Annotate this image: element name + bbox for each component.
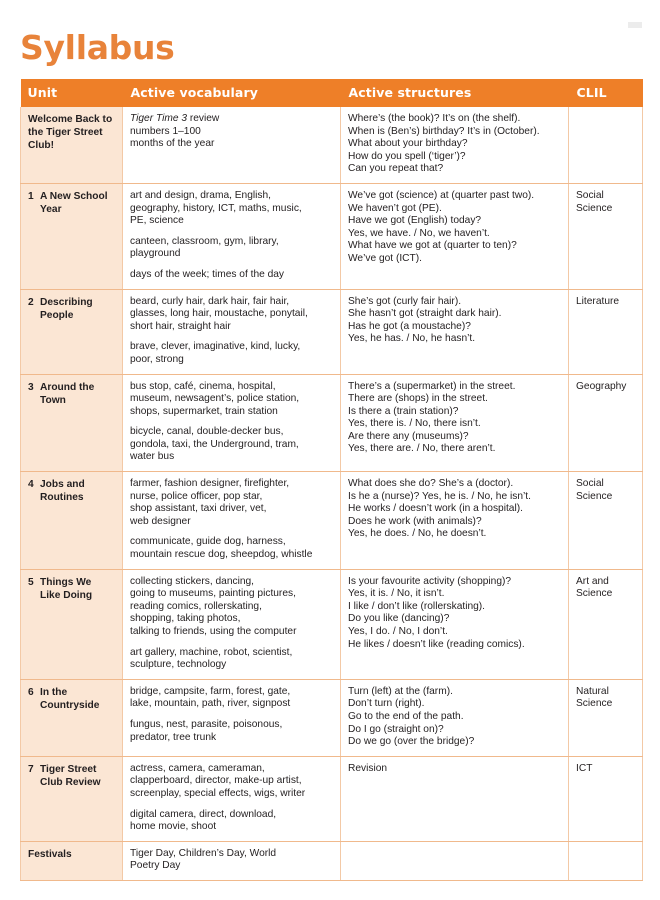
clil-subject: ICT bbox=[576, 762, 593, 774]
vocabulary-cell bbox=[123, 289, 341, 374]
vocabulary-group bbox=[130, 296, 332, 334]
vocabulary-line: art gallery, machine, robot, scientist, bbox=[130, 646, 293, 658]
structure-line: We’ve got (ICT). bbox=[348, 252, 422, 264]
page-title: Syllabus bbox=[20, 28, 175, 67]
vocabulary-line: bicycle, canal, double-decker bus, bbox=[130, 426, 284, 438]
unit-cell bbox=[21, 472, 123, 570]
vocabulary-line: communicate, guide dog, harness, bbox=[130, 536, 286, 548]
unit-cell bbox=[21, 679, 123, 756]
vocabulary-line: shopping, taking photos, bbox=[130, 613, 241, 625]
unit-cell bbox=[21, 374, 123, 472]
unit-name: Welcome Back to the Tiger Street Club! bbox=[28, 114, 113, 151]
unit-cell bbox=[21, 107, 123, 183]
structure-line: What have we got at (quarter to ten)? bbox=[348, 240, 517, 252]
structure-line: What about your birthday? bbox=[348, 138, 468, 150]
structure-line: Do you like (dancing)? bbox=[348, 613, 450, 625]
unit-cell bbox=[21, 569, 123, 679]
vocabulary-line: shops, supermarket, train station bbox=[130, 405, 278, 417]
vocabulary-line: collecting stickers, dancing, bbox=[130, 575, 255, 587]
vocabulary-line: bus stop, café, cinema, hospital, bbox=[130, 380, 276, 392]
unit-number: 3 bbox=[28, 381, 34, 393]
unit-number: 1 bbox=[28, 190, 34, 202]
structure-line: She’s got (curly fair hair). bbox=[348, 295, 462, 307]
structures-cell bbox=[341, 374, 569, 472]
structure-line: Do we go (over the bridge)? bbox=[348, 736, 475, 748]
structure-line: Can you repeat that? bbox=[348, 163, 444, 175]
structures-cell bbox=[341, 841, 569, 880]
unit-cell bbox=[21, 289, 123, 374]
table-row bbox=[21, 289, 643, 374]
vocabulary-group bbox=[130, 763, 332, 801]
structures-cell bbox=[341, 472, 569, 570]
vocabulary-cell bbox=[123, 569, 341, 679]
vocabulary-line: museum, newsagent’s, police station, bbox=[130, 393, 300, 405]
vocabulary-cell bbox=[123, 679, 341, 756]
clil-cell bbox=[569, 183, 643, 289]
table-row bbox=[21, 374, 643, 472]
vocabulary-line: home movie, shoot bbox=[130, 821, 217, 833]
vocabulary-line: brave, clever, imaginative, kind, lucky, bbox=[130, 341, 301, 353]
structure-line: There’s a (supermarket) in the street. bbox=[348, 380, 516, 392]
vocabulary-group bbox=[130, 719, 332, 744]
table-row bbox=[21, 756, 643, 841]
vocabulary-line: going to museums, painting pictures, bbox=[130, 588, 296, 600]
structure-line: Has he got (a moustache)? bbox=[348, 320, 471, 332]
vocabulary-line: digital camera, direct, download, bbox=[130, 808, 277, 820]
clil-cell bbox=[569, 841, 643, 880]
table-body bbox=[21, 107, 643, 880]
clil-cell bbox=[569, 289, 643, 374]
structure-line: Have we got (English) today? bbox=[348, 215, 482, 227]
structure-line: Are there any (museums)? bbox=[348, 430, 469, 442]
table-row bbox=[21, 107, 643, 183]
vocabulary-line: bridge, campsite, farm, forest, gate, bbox=[130, 685, 291, 697]
vocabulary-group bbox=[130, 686, 332, 711]
vocabulary-line: geography, history, ICT, maths, music, bbox=[130, 202, 302, 214]
structure-line: We haven’t got (PE). bbox=[348, 202, 442, 214]
vocabulary-cell bbox=[123, 472, 341, 570]
structure-line: Is there a (train station)? bbox=[348, 405, 459, 417]
structures-cell bbox=[341, 289, 569, 374]
vocabulary-line: screenplay, special effects, wigs, writer bbox=[130, 787, 306, 799]
vocabulary-line: months of the year bbox=[130, 138, 215, 150]
vocabulary-line: actress, camera, cameraman, bbox=[130, 762, 265, 774]
structure-line: He works / doesn’t work (in a hospital). bbox=[348, 503, 523, 515]
vocabulary-group bbox=[130, 576, 332, 639]
structures-cell bbox=[341, 679, 569, 756]
structures-cell bbox=[341, 183, 569, 289]
vocabulary-line: web designer bbox=[130, 515, 191, 527]
structure-line: Is your favourite activity (shopping)? bbox=[348, 575, 512, 587]
clil-cell bbox=[569, 374, 643, 472]
unit-cell bbox=[21, 183, 123, 289]
unit-name: A New School Year bbox=[40, 190, 108, 215]
unit-name: Tiger Street Club Review bbox=[40, 763, 101, 788]
vocabulary-line: numbers 1–100 bbox=[130, 125, 201, 137]
structure-line: Turn (left) at the (farm). bbox=[348, 685, 453, 697]
column-header-structures: Active structures bbox=[341, 79, 569, 107]
vocabulary-group bbox=[130, 113, 332, 151]
vocabulary-cell bbox=[123, 841, 341, 880]
unit-name: Things We Like Doing bbox=[40, 576, 93, 601]
vocabulary-line: canteen, classroom, gym, library, bbox=[130, 235, 279, 247]
vocabulary-line: water bus bbox=[130, 451, 175, 463]
unit-number: 5 bbox=[28, 576, 34, 588]
unit-number: 4 bbox=[28, 479, 34, 491]
vocabulary-line: Tiger Time 3 review bbox=[130, 113, 220, 124]
structures-cell bbox=[341, 107, 569, 183]
unit-name: Describing People bbox=[40, 296, 93, 321]
unit-name: In the Countryside bbox=[40, 686, 100, 711]
column-header-clil: CLIL bbox=[569, 79, 643, 107]
vocabulary-line: glasses, long hair, moustache, ponytail, bbox=[130, 308, 308, 320]
unit-name: Around the Town bbox=[40, 381, 95, 406]
vocabulary-line: Poetry Day bbox=[130, 860, 181, 872]
vocabulary-line: nurse, police officer, pop star, bbox=[130, 490, 263, 502]
clil-subject: Social Science bbox=[576, 478, 613, 502]
structure-line: Yes, he has. / No, he hasn’t. bbox=[348, 333, 476, 345]
unit-cell bbox=[21, 841, 123, 880]
structure-line: Go to the end of the path. bbox=[348, 710, 464, 722]
structure-line: Yes, there is. / No, there isn’t. bbox=[348, 418, 481, 430]
clil-cell bbox=[569, 679, 643, 756]
structure-line: When is (Ben’s) birthday? It’s in (October). bbox=[348, 125, 540, 137]
structure-line: Revision bbox=[348, 762, 388, 774]
structures-cell bbox=[341, 569, 569, 679]
vocabulary-line: clapperboard, director, make-up artist, bbox=[130, 775, 302, 787]
vocabulary-italic-title: Tiger Time 3 bbox=[130, 113, 187, 124]
clil-subject: Art and Science bbox=[576, 575, 613, 600]
structure-line: How do you spell (‘tiger’)? bbox=[348, 150, 466, 162]
vocabulary-cell bbox=[123, 107, 341, 183]
clil-cell bbox=[569, 472, 643, 570]
table-row bbox=[21, 183, 643, 289]
structure-line: Yes, it is. / No, it isn’t. bbox=[348, 588, 445, 600]
vocabulary-group bbox=[130, 536, 332, 561]
structure-line: We’ve got (science) at (quarter past two). bbox=[348, 189, 535, 201]
vocabulary-group bbox=[130, 478, 332, 528]
vocabulary-line: gondola, taxi, the Underground, tram, bbox=[130, 438, 299, 450]
table-header bbox=[21, 79, 643, 107]
structure-line: Is he a (nurse)? Yes, he is. / No, he isn’t. bbox=[348, 490, 531, 502]
vocabulary-cell bbox=[123, 183, 341, 289]
clil-subject: Literature bbox=[576, 295, 620, 307]
column-header-vocabulary: Active vocabulary bbox=[123, 79, 341, 107]
table-row bbox=[21, 472, 643, 570]
structure-line: Does he work (with animals)? bbox=[348, 515, 482, 527]
structure-line: Don’t turn (right). bbox=[348, 698, 425, 710]
vocabulary-line: fungus, nest, parasite, poisonous, bbox=[130, 718, 283, 730]
clil-cell bbox=[569, 756, 643, 841]
table-row bbox=[21, 679, 643, 756]
structure-line: I like / don’t like (rollerskating). bbox=[348, 600, 486, 612]
vocabulary-line: short hair, straight hair bbox=[130, 320, 231, 332]
vocabulary-line: shop assistant, taxi driver, vet, bbox=[130, 503, 267, 515]
structures-cell bbox=[341, 756, 569, 841]
vocabulary-line: PE, science bbox=[130, 215, 184, 227]
unit-number: 7 bbox=[28, 763, 34, 775]
vocabulary-group bbox=[130, 809, 332, 834]
structure-line: Yes, I do. / No, I don’t. bbox=[348, 626, 448, 637]
vocabulary-cell bbox=[123, 756, 341, 841]
table-row bbox=[21, 841, 643, 880]
vocabulary-line: beard, curly hair, dark hair, fair hair, bbox=[130, 295, 290, 307]
unit-name: Festivals bbox=[28, 848, 72, 860]
structure-line: What does she do? She’s a (doctor). bbox=[348, 478, 514, 490]
vocabulary-group bbox=[130, 381, 332, 419]
vocabulary-line: playground bbox=[130, 248, 181, 260]
structure-line: There are (shops) in the street. bbox=[348, 393, 488, 405]
column-header-unit: Unit bbox=[21, 79, 123, 107]
syllabus-table bbox=[20, 79, 643, 881]
structure-line: Yes, there are. / No, there aren’t. bbox=[348, 443, 496, 455]
structure-line: Where’s (the book)? It’s on (the shelf). bbox=[348, 113, 521, 124]
vocabulary-line: lake, mountain, path, river, signpost bbox=[130, 698, 291, 710]
unit-number: 6 bbox=[28, 686, 34, 698]
vocabulary-line: sculpture, technology bbox=[130, 659, 227, 671]
vocabulary-line: predator, tree trunk bbox=[130, 731, 217, 743]
structure-line: He likes / doesn’t like (reading comics). bbox=[348, 638, 525, 650]
vocabulary-group bbox=[130, 848, 332, 873]
scan-artifact bbox=[628, 22, 642, 28]
vocabulary-group bbox=[130, 647, 332, 672]
clil-subject: Natural Science bbox=[576, 685, 613, 710]
unit-name: Jobs and Routines bbox=[40, 479, 85, 504]
structure-line: Do I go (straight on)? bbox=[348, 723, 444, 735]
structure-line: Yes, he does. / No, he doesn’t. bbox=[348, 528, 487, 540]
vocabulary-group bbox=[130, 426, 332, 464]
header-row bbox=[21, 79, 643, 107]
vocabulary-line: farmer, fashion designer, firefighter, bbox=[130, 478, 290, 490]
vocabulary-line: Tiger Day, Children’s Day, World bbox=[130, 847, 277, 859]
unit-cell bbox=[21, 756, 123, 841]
vocabulary-group bbox=[130, 236, 332, 261]
table-row bbox=[21, 569, 643, 679]
clil-cell bbox=[569, 107, 643, 183]
vocabulary-group bbox=[130, 190, 332, 228]
vocabulary-line: reading comics, rollerskating, bbox=[130, 600, 262, 612]
vocabulary-line: talking to friends, using the computer bbox=[130, 626, 297, 637]
vocabulary-line: poor, strong bbox=[130, 353, 184, 365]
vocabulary-line: days of the week; times of the day bbox=[130, 268, 285, 280]
clil-cell bbox=[569, 569, 643, 679]
clil-subject: Social Science bbox=[576, 189, 613, 214]
vocabulary-group bbox=[130, 341, 332, 366]
clil-subject: Geography bbox=[576, 380, 627, 392]
vocabulary-cell bbox=[123, 374, 341, 472]
structure-line: Yes, we have. / No, we haven’t. bbox=[348, 227, 490, 239]
vocabulary-line: art and design, drama, English, bbox=[130, 189, 272, 201]
vocabulary-group bbox=[130, 269, 332, 282]
structure-line: She hasn’t got (straight dark hair). bbox=[348, 308, 502, 320]
unit-number: 2 bbox=[28, 296, 34, 308]
vocabulary-line: mountain rescue dog, sheepdog, whistle bbox=[130, 549, 313, 561]
